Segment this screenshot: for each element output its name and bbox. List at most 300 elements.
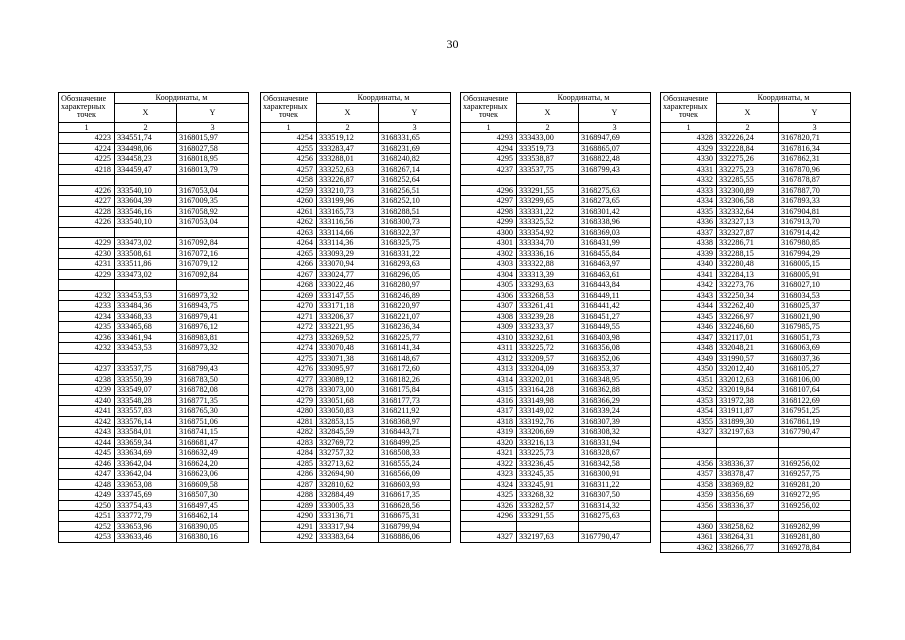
y-coordinate-cell: 3167058,92	[177, 206, 249, 217]
point-id-cell: 4331	[661, 164, 717, 175]
y-coordinate-cell: 3168018,95	[177, 154, 249, 165]
point-header-line: Обозначение	[263, 94, 309, 104]
point-id-cell: 4278	[261, 385, 317, 396]
x-coordinate-cell: 332286,71	[717, 238, 779, 249]
x-coordinate-cell: 333322,88	[517, 259, 579, 270]
y-coordinate-cell: 3168314,32	[579, 500, 651, 511]
table-row	[661, 185, 851, 196]
x-coordinate-cell: 333216,13	[517, 437, 579, 448]
y-coordinate-cell: 3168293,63	[379, 259, 451, 270]
table-row	[661, 364, 851, 375]
x-coordinate-cell: 332226,24	[717, 133, 779, 144]
page-number: 30	[446, 37, 459, 51]
table-row	[661, 343, 851, 354]
table-row	[461, 143, 651, 154]
table-row	[661, 427, 851, 438]
point-id-cell: 4339	[661, 248, 717, 259]
table-row	[461, 133, 651, 144]
x-coordinate-cell: 333149,98	[517, 395, 579, 406]
x-coordinate-cell: 333051,68	[317, 395, 379, 406]
x-coordinate-cell: 332117,01	[717, 332, 779, 343]
point-id-cell: 4259	[261, 185, 317, 196]
point-id-cell: 4312	[461, 353, 517, 364]
point-id-cell: 4261	[261, 206, 317, 217]
x-coordinate-cell: 332884,49	[317, 490, 379, 501]
x-coordinate-cell: 338264,31	[717, 532, 779, 543]
table-row	[661, 521, 851, 532]
y-coordinate-cell: 3168463,61	[579, 269, 651, 280]
table-row	[261, 479, 451, 490]
y-coordinate-cell: 3168252,64	[379, 175, 451, 186]
y-coordinate-cell: 3168352,06	[579, 353, 651, 364]
y-coordinate-cell	[579, 521, 651, 532]
table-row	[59, 290, 249, 301]
y-coordinate-cell: 3168338,96	[579, 217, 651, 228]
y-coordinate-cell: 3168799,43	[177, 364, 249, 375]
point-id-cell: 4315	[461, 385, 517, 396]
x-coordinate-cell: 333095,97	[317, 364, 379, 375]
table-row	[261, 280, 451, 291]
y-coordinate-cell: 3168240,82	[379, 154, 451, 165]
table-row	[661, 248, 851, 259]
point-id-cell: 4347	[661, 332, 717, 343]
point-id-cell: 4290	[261, 511, 317, 522]
point-id-cell: 4304	[461, 269, 517, 280]
point-id-cell: 4274	[261, 343, 317, 354]
y-coordinate-cell: 3168865,07	[579, 143, 651, 154]
x-coordinate-cell: 333225,73	[517, 448, 579, 459]
y-coordinate-cell: 3168443,84	[579, 280, 651, 291]
x-coordinate-cell: 332266,97	[717, 311, 779, 322]
point-header-line: точек	[478, 110, 499, 120]
point-header-line: Обозначение	[61, 94, 107, 104]
point-id-cell: 4253	[59, 532, 115, 543]
y-coordinate-cell: 3167913,70	[779, 217, 851, 228]
point-id-cell: 4335	[661, 206, 717, 217]
x-coordinate-cell: 338378,47	[717, 469, 779, 480]
column-number: 2	[517, 122, 579, 133]
table-row	[59, 511, 249, 522]
coordinates-table-2	[260, 92, 451, 543]
point-id-cell: 4345	[661, 311, 717, 322]
table-row	[261, 364, 451, 375]
point-id-cell: 4350	[661, 364, 717, 375]
y-coordinate-cell: 3167862,31	[779, 154, 851, 165]
y-coordinate-cell: 3168623,06	[177, 469, 249, 480]
y-coordinate-cell: 3168348,95	[579, 374, 651, 385]
table-row	[661, 290, 851, 301]
y-coordinate-cell: 3168628,56	[379, 500, 451, 511]
point-id-cell: 4269	[261, 290, 317, 301]
y-coordinate-cell: 3168353,37	[579, 364, 651, 375]
x-coordinate-cell: 338266,77	[717, 542, 779, 553]
table-row	[59, 395, 249, 406]
y-coordinate-cell: 3168246,89	[379, 290, 451, 301]
x-coordinate-cell: 333070,94	[317, 259, 379, 270]
column-number: 1	[261, 122, 317, 133]
point-id-cell: 4362	[661, 542, 717, 553]
table-row	[261, 143, 451, 154]
x-coordinate-cell: 333261,41	[517, 301, 579, 312]
x-coordinate-cell: 333754,43	[115, 500, 177, 511]
point-id-cell: 4318	[461, 416, 517, 427]
x-coordinate-cell: 332285,55	[717, 175, 779, 186]
table-row	[661, 395, 851, 406]
table-row	[261, 500, 451, 511]
x-coordinate-cell: 333206,37	[317, 311, 379, 322]
point-id-cell: 4297	[461, 196, 517, 207]
x-coordinate-cell: 333325,52	[517, 217, 579, 228]
x-coordinate-cell: 333519,12	[317, 133, 379, 144]
x-coordinate-cell	[115, 353, 177, 364]
y-coordinate-cell: 3168027,58	[177, 143, 249, 154]
point-id-cell: 4292	[261, 532, 317, 543]
x-coordinate-cell: 333089,12	[317, 374, 379, 385]
point-id-cell: 4299	[461, 217, 517, 228]
point-designation-header	[59, 93, 115, 123]
point-id-cell: 4305	[461, 280, 517, 291]
y-coordinate-cell: 3168603,93	[379, 479, 451, 490]
point-id-cell: 4295	[461, 154, 517, 165]
point-id-cell: 4348	[661, 343, 717, 354]
point-id-cell: 4239	[59, 385, 115, 396]
x-coordinate-cell: 333283,47	[317, 143, 379, 154]
point-id-cell: 4288	[261, 490, 317, 501]
x-coordinate-cell: 333225,72	[517, 343, 579, 354]
x-coordinate-cell: 333473,02	[115, 238, 177, 249]
table-row	[59, 521, 249, 532]
x-coordinate-cell	[115, 280, 177, 291]
y-coordinate-cell: 3168025,37	[779, 301, 851, 312]
y-coordinate-cell: 3168063,69	[779, 343, 851, 354]
table-row	[59, 185, 249, 196]
x-coordinate-cell: 333226,87	[317, 175, 379, 186]
table-row	[261, 133, 451, 144]
x-coordinate-cell: 333642,04	[115, 458, 177, 469]
y-coordinate-cell	[177, 227, 249, 238]
y-coordinate-cell: 3168141,34	[379, 343, 451, 354]
point-id-cell: 4249	[59, 490, 115, 501]
y-coordinate-cell: 3168288,51	[379, 206, 451, 217]
table-row	[461, 469, 651, 480]
x-coordinate-cell	[517, 521, 579, 532]
x-coordinate-cell: 333204,09	[517, 364, 579, 375]
point-id-cell	[59, 353, 115, 364]
y-coordinate-cell: 3168555,24	[379, 458, 451, 469]
y-coordinate-cell: 3168380,16	[177, 532, 249, 543]
y-coordinate-cell: 3168236,34	[379, 322, 451, 333]
table-row	[59, 448, 249, 459]
x-coordinate-cell: 332332,64	[717, 206, 779, 217]
y-coordinate-cell: 3167985,75	[779, 322, 851, 333]
column-number: 1	[461, 122, 517, 133]
point-id-cell: 4218	[59, 164, 115, 175]
y-coordinate-cell: 3167994,29	[779, 248, 851, 259]
x-coordinate-cell	[115, 175, 177, 186]
point-id-cell: 4234	[59, 311, 115, 322]
point-id-cell: 4343	[661, 290, 717, 301]
table-row	[661, 217, 851, 228]
point-id-cell: 4327	[661, 427, 717, 438]
y-coordinate-cell: 3167092,84	[177, 238, 249, 249]
y-coordinate-cell: 3168034,53	[779, 290, 851, 301]
y-coordinate-cell: 3168221,07	[379, 311, 451, 322]
x-coordinate-cell: 333299,65	[517, 196, 579, 207]
y-coordinate-cell: 3167820,71	[779, 133, 851, 144]
x-coordinate-cell: 333557,83	[115, 406, 177, 417]
y-coordinate-cell: 3167790,47	[779, 427, 851, 438]
x-coordinate-cell: 332845,59	[317, 427, 379, 438]
table-row	[261, 406, 451, 417]
point-id-cell: 4327	[461, 532, 517, 543]
x-coordinate-cell: 332275,23	[717, 164, 779, 175]
x-coordinate-cell: 333540,10	[115, 185, 177, 196]
table-row	[461, 458, 651, 469]
x-coordinate-cell: 334459,47	[115, 164, 177, 175]
y-coordinate-cell: 3168886,06	[379, 532, 451, 543]
point-id-cell: 4277	[261, 374, 317, 385]
table-row	[661, 490, 851, 501]
table-row	[59, 364, 249, 375]
point-header-line: Обозначение	[463, 94, 509, 104]
y-coordinate-cell: 3168369,03	[579, 227, 651, 238]
x-coordinate-cell: 333149,02	[517, 406, 579, 417]
y-coordinate-cell: 3168973,32	[177, 343, 249, 354]
y-coordinate-cell: 3167861,19	[779, 416, 851, 427]
table-row	[661, 332, 851, 343]
y-coordinate-cell: 3168308,32	[579, 427, 651, 438]
x-coordinate-cell: 333473,02	[115, 269, 177, 280]
point-id-cell: 4263	[261, 227, 317, 238]
y-coordinate-cell: 3168021,90	[779, 311, 851, 322]
table-row	[59, 196, 249, 207]
point-id-cell: 4257	[261, 164, 317, 175]
table-row	[461, 248, 651, 259]
table-row	[261, 217, 451, 228]
point-id-cell: 4260	[261, 196, 317, 207]
x-coordinate-cell: 333453,53	[115, 290, 177, 301]
y-coordinate-cell: 3167053,04	[177, 217, 249, 228]
table-row	[661, 322, 851, 333]
y-coordinate-cell: 3168182,26	[379, 374, 451, 385]
point-id-cell: 4229	[59, 269, 115, 280]
y-coordinate-cell: 3168331,65	[379, 133, 451, 144]
y-coordinate-cell: 3168976,12	[177, 322, 249, 333]
coordinates-table-1	[58, 92, 249, 543]
x-coordinate-cell: 333354,92	[517, 227, 579, 238]
table-row	[661, 301, 851, 312]
y-coordinate-cell: 3167878,87	[779, 175, 851, 186]
y-coordinate-cell: 3168463,97	[579, 259, 651, 270]
y-header: Y	[779, 103, 851, 122]
point-id-cell: 4232	[59, 290, 115, 301]
y-coordinate-cell: 3168122,69	[779, 395, 851, 406]
point-id-cell: 4273	[261, 332, 317, 343]
y-coordinate-cell: 3167072,16	[177, 248, 249, 259]
x-coordinate-cell: 338369,82	[717, 479, 779, 490]
table-row	[261, 175, 451, 186]
x-coordinate-cell: 332284,13	[717, 269, 779, 280]
point-id-cell: 4291	[261, 521, 317, 532]
point-id-cell	[59, 227, 115, 238]
y-coordinate-cell: 3169257,75	[779, 469, 851, 480]
point-header-line: точек	[76, 110, 97, 120]
x-coordinate-cell: 333745,69	[115, 490, 177, 501]
y-coordinate-cell	[177, 353, 249, 364]
x-coordinate-cell: 332197,63	[517, 532, 579, 543]
point-header-line: характерных	[61, 102, 106, 112]
y-coordinate-cell: 3168451,27	[579, 311, 651, 322]
x-coordinate-cell: 333584,01	[115, 427, 177, 438]
table-row	[661, 500, 851, 511]
y-coordinate-cell: 3168782,08	[177, 385, 249, 396]
y-coordinate-cell: 3168765,30	[177, 406, 249, 417]
x-coordinate-cell: 332273,76	[717, 280, 779, 291]
x-header: X	[115, 103, 177, 122]
point-id-cell: 4307	[461, 301, 517, 312]
x-coordinate-cell: 332327,87	[717, 227, 779, 238]
table-row	[461, 322, 651, 333]
point-id-cell: 4352	[661, 385, 717, 396]
table-row	[461, 364, 651, 375]
table-row	[59, 458, 249, 469]
x-coordinate-cell: 333317,94	[317, 521, 379, 532]
y-header: Y	[379, 103, 451, 122]
y-coordinate-cell: 3167980,85	[779, 238, 851, 249]
x-coordinate-cell: 333484,36	[115, 301, 177, 312]
point-id-cell	[661, 437, 717, 448]
table-row	[261, 385, 451, 396]
y-coordinate-cell: 3168307,50	[579, 490, 651, 501]
table-row	[261, 185, 451, 196]
point-id-cell: 4325	[461, 490, 517, 501]
x-coordinate-cell: 333548,28	[115, 395, 177, 406]
point-id-cell: 4296	[461, 511, 517, 522]
table-row	[261, 416, 451, 427]
point-header-line: характерных	[263, 102, 308, 112]
table-row	[661, 259, 851, 270]
y-coordinate-cell: 3167914,42	[779, 227, 851, 238]
x-coordinate-cell: 333005,33	[317, 500, 379, 511]
point-header-line: характерных	[463, 102, 508, 112]
table-row	[261, 259, 451, 270]
coordinates-header: Координаты, м	[717, 93, 851, 104]
x-coordinate-cell: 332228,84	[717, 143, 779, 154]
point-id-cell: 4282	[261, 427, 317, 438]
point-id-cell: 4313	[461, 364, 517, 375]
table-row	[261, 290, 451, 301]
y-coordinate-cell: 3168617,35	[379, 490, 451, 501]
point-id-cell: 4322	[461, 458, 517, 469]
table-row	[261, 269, 451, 280]
table-row	[661, 469, 851, 480]
table-row	[461, 154, 651, 165]
x-coordinate-cell: 333221,95	[317, 322, 379, 333]
y-coordinate-cell: 3168368,97	[379, 416, 451, 427]
point-id-cell: 4302	[461, 248, 517, 259]
point-id-cell: 4280	[261, 406, 317, 417]
table-row	[261, 353, 451, 364]
y-coordinate-cell: 3168013,79	[177, 164, 249, 175]
y-coordinate-cell: 3167009,35	[177, 196, 249, 207]
table-row	[461, 521, 651, 532]
table-row	[661, 479, 851, 490]
table-row	[59, 280, 249, 291]
y-coordinate-cell: 3168983,81	[177, 332, 249, 343]
y-coordinate-cell: 3168301,42	[579, 206, 651, 217]
table-row	[261, 532, 451, 543]
table-row	[261, 301, 451, 312]
x-coordinate-cell: 333293,63	[517, 280, 579, 291]
y-coordinate-cell	[779, 448, 851, 459]
point-designation-header	[661, 93, 717, 123]
table-row	[461, 353, 651, 364]
y-coordinate-cell: 3168403,98	[579, 332, 651, 343]
point-id-cell: 4346	[661, 322, 717, 333]
point-id-cell: 4266	[261, 259, 317, 270]
x-coordinate-cell: 333334,70	[517, 238, 579, 249]
y-coordinate-cell: 3168328,67	[579, 448, 651, 459]
table-row	[461, 479, 651, 490]
x-coordinate-cell: 333236,45	[517, 458, 579, 469]
y-coordinate-cell: 3169282,99	[779, 521, 851, 532]
table-row	[461, 238, 651, 249]
y-coordinate-cell: 3168106,00	[779, 374, 851, 385]
table-row	[59, 269, 249, 280]
y-header: Y	[579, 103, 651, 122]
x-coordinate-cell: 333546,16	[115, 206, 177, 217]
y-coordinate-cell: 3168252,10	[379, 196, 451, 207]
table-row	[261, 437, 451, 448]
point-id-cell: 4353	[661, 395, 717, 406]
x-coordinate-cell	[717, 511, 779, 522]
x-coordinate-cell: 333772,79	[115, 511, 177, 522]
x-coordinate-cell: 331911,87	[717, 406, 779, 417]
table-row	[461, 500, 651, 511]
x-coordinate-cell: 333245,91	[517, 479, 579, 490]
y-coordinate-cell: 3168566,09	[379, 469, 451, 480]
y-coordinate-cell: 3168771,35	[177, 395, 249, 406]
point-id-cell: 4243	[59, 427, 115, 438]
x-coordinate-cell: 332019,84	[717, 385, 779, 396]
point-id-cell: 4267	[261, 269, 317, 280]
y-coordinate-cell: 3168307,39	[579, 416, 651, 427]
x-coordinate-cell: 332246,60	[717, 322, 779, 333]
x-coordinate-cell: 333164,28	[517, 385, 579, 396]
y-coordinate-cell: 3168943,75	[177, 301, 249, 312]
y-coordinate-cell	[177, 280, 249, 291]
point-id-cell: 4245	[59, 448, 115, 459]
x-coordinate-cell: 334458,23	[115, 154, 177, 165]
column-number: 3	[379, 122, 451, 133]
point-id-cell: 4252	[59, 521, 115, 532]
point-id-cell: 4262	[261, 217, 317, 228]
x-coordinate-cell: 333136,71	[317, 511, 379, 522]
table-row	[59, 490, 249, 501]
point-id-cell: 4341	[661, 269, 717, 280]
table-row	[661, 227, 851, 238]
y-coordinate-cell: 3168296,05	[379, 269, 451, 280]
table-row	[461, 196, 651, 207]
point-id-cell: 4242	[59, 416, 115, 427]
table-row	[261, 206, 451, 217]
y-coordinate-cell: 3168675,31	[379, 511, 451, 522]
y-coordinate-cell: 3168443,71	[379, 427, 451, 438]
point-id-cell: 4226	[59, 185, 115, 196]
y-coordinate-cell	[579, 175, 651, 186]
x-coordinate-cell: 333245,35	[517, 469, 579, 480]
x-coordinate-cell: 333336,16	[517, 248, 579, 259]
